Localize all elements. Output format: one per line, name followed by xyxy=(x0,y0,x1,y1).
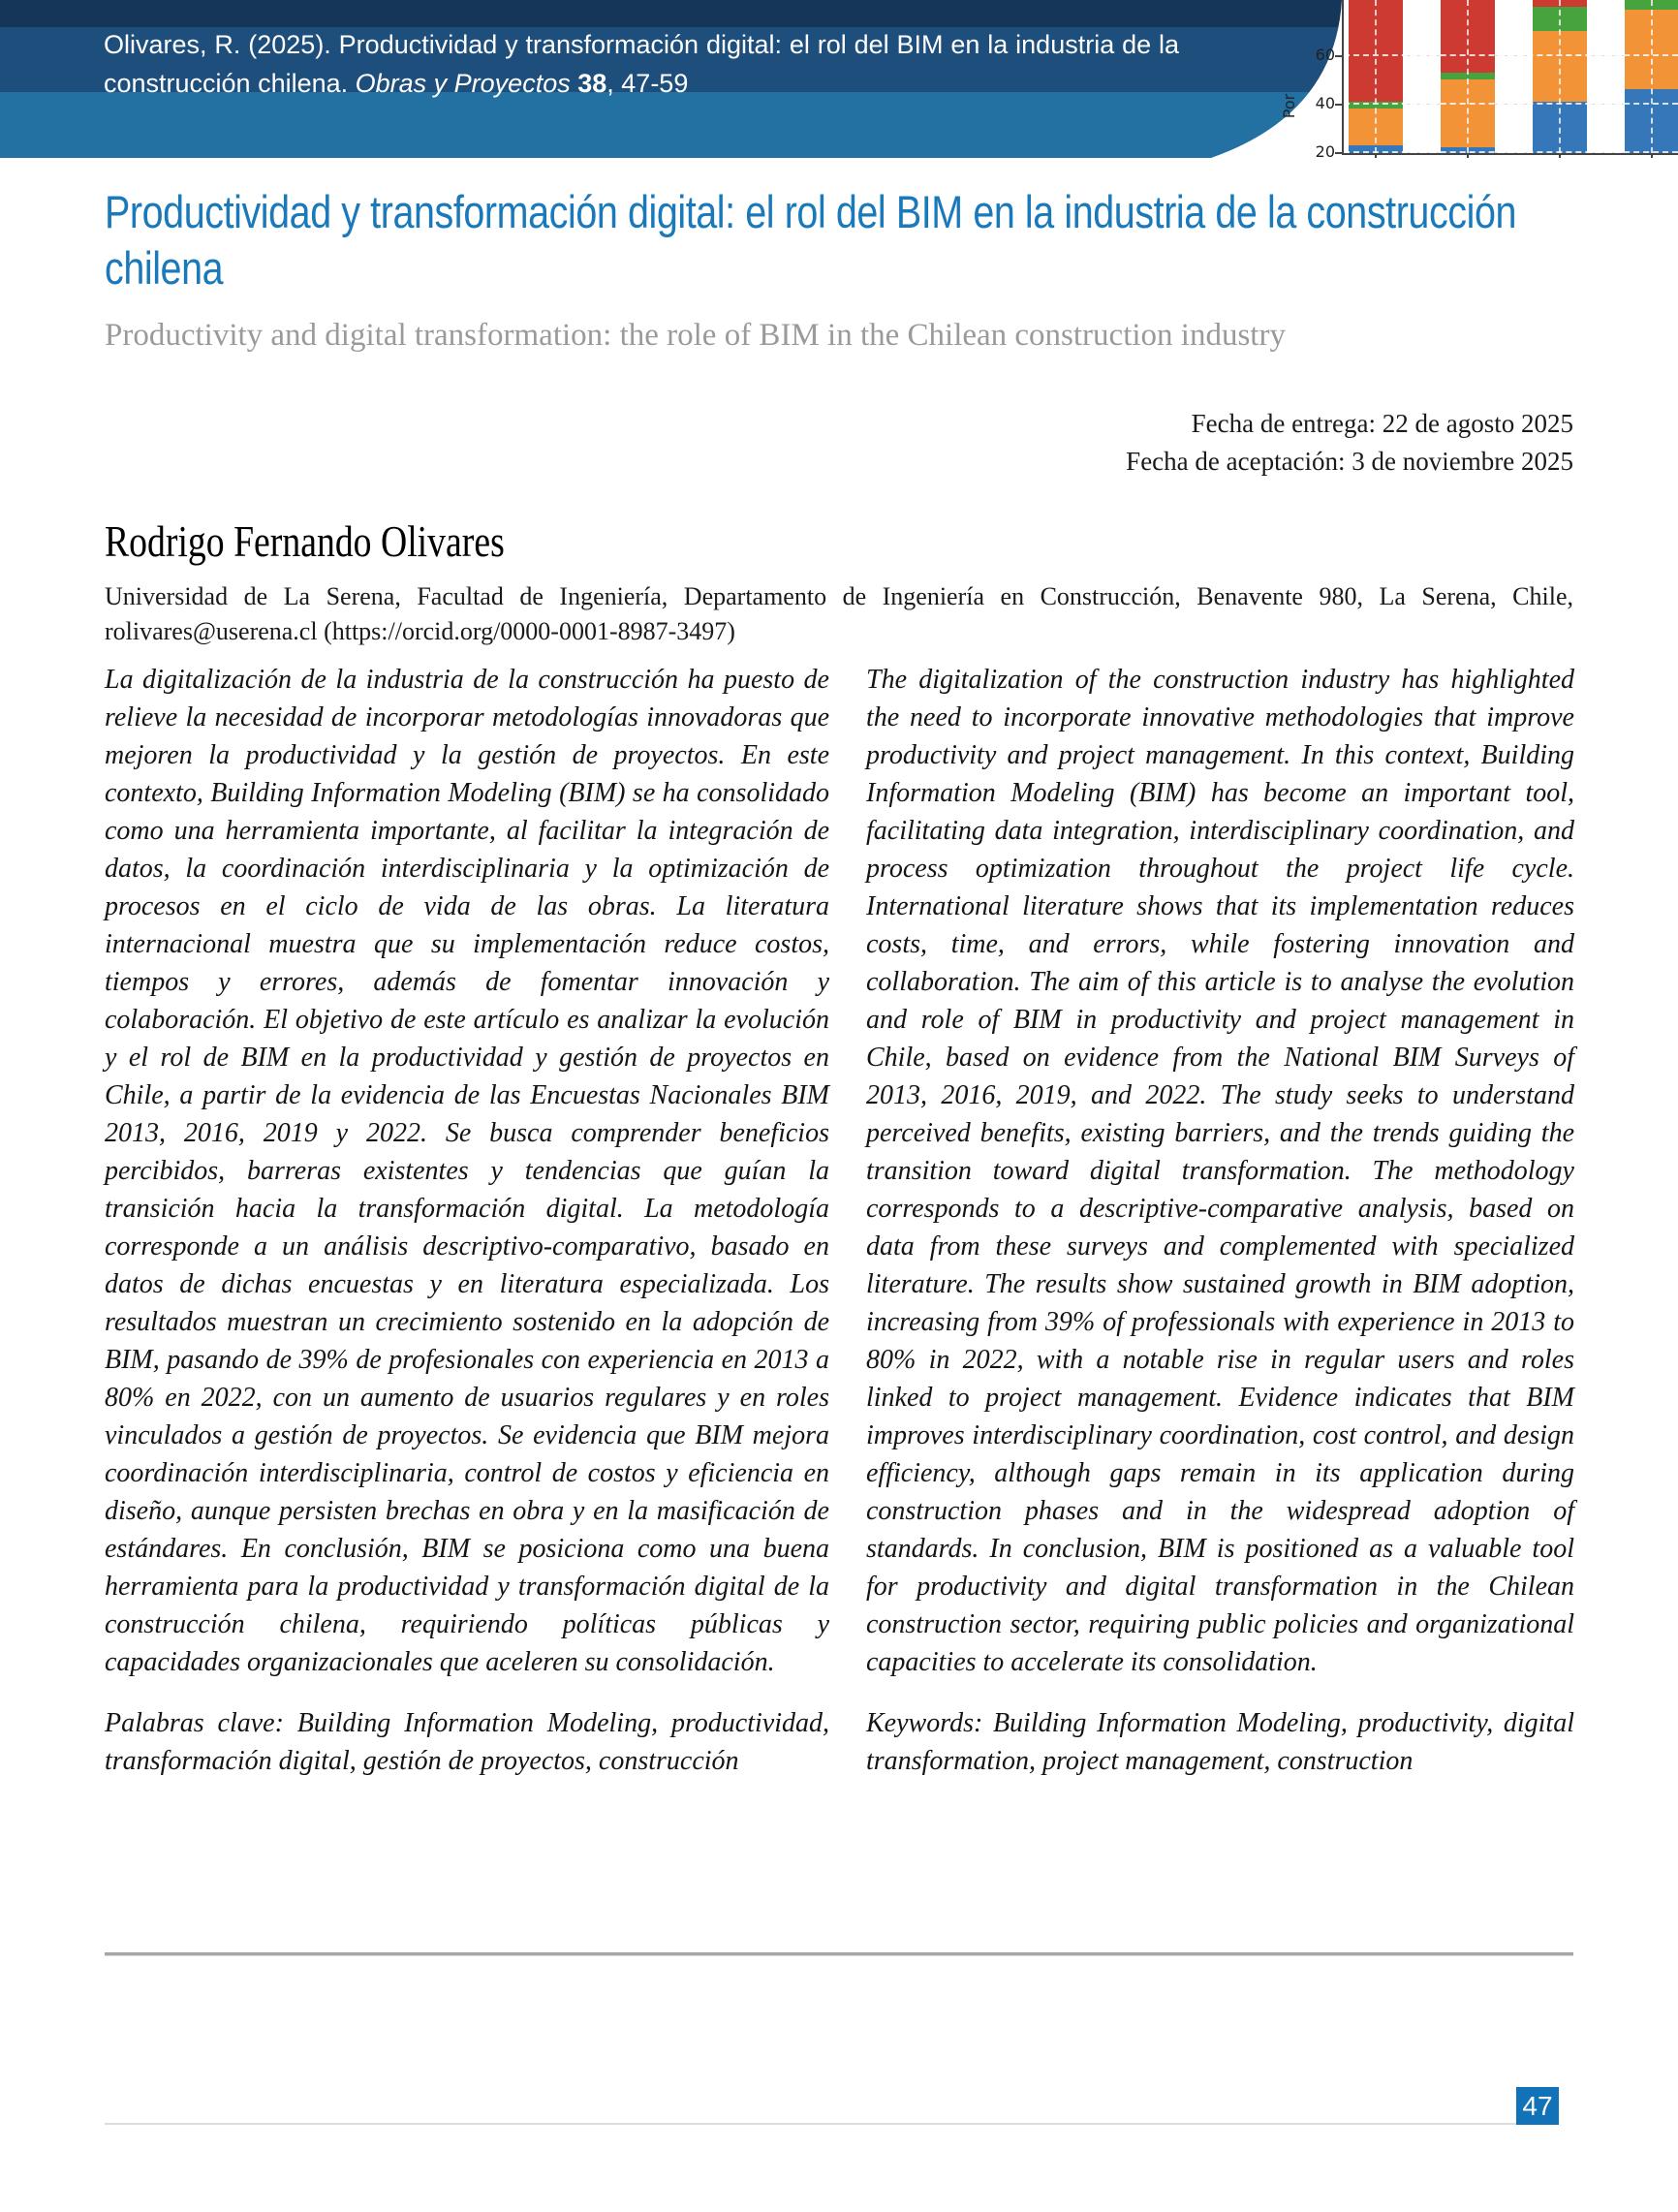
chart-x-tick-mark xyxy=(1467,155,1469,158)
date-accepted: Fecha de aceptación: 3 de noviembre 2025 xyxy=(1126,447,1573,476)
manuscript-dates xyxy=(105,405,1573,481)
chart-gridline-overlay xyxy=(1344,103,1678,105)
citation-journal-name: Obras y Proyectos xyxy=(355,69,578,98)
citation-text: Olivares, R. (2025). Productividad y transformación digital: el rol del BIM en la industria de la construcción chilena. xyxy=(104,30,1179,98)
chart-x-tick-mark xyxy=(1651,155,1653,158)
chart-vertical-gridline xyxy=(1467,0,1469,153)
chart-x-tick-mark xyxy=(1559,155,1561,158)
abstract-spanish-text: La digitalización de la industria de la construcción ha puesto de relieve la necesidad de incorporar metodologías innovadoras que mejoren la productividad y la gestión de proyectos. En este contexto, Building Information Modeling (BIM) se ha consolidado como una herramienta importante, al facilitar la integración de datos, la coordinación interdisciplinaria y la optimización de procesos en el ciclo de vida de las obras. La literatura internacional muestra que su implementación reduce costos, tiempos y errores, además de fomentar innovación y colaboración. El objetivo de este artículo es analizar la evolución y el rol de BIM en la productividad y gestión de proyectos en Chile, a partir de la evidencia de las Encuestas Nacionales BIM 2013, 2016, 2019 y 2022. Se busca comprender beneficios percibidos, barreras existentes y tendencias que guían la transición hacia la transformación digital. La metodología corresponde a un análisis descriptivo-comparativo, basado en datos de dichas encuestas y en literatura especializada. Los resultados muestran un crecimiento sostenido en la adopción de BIM, pasando de 39% de profesionales con experiencia en 2013 a 80% en 2022, con un aumento de usuarios regulares y en roles vinculados a gestión de proyectos. Se evidencia que BIM mejora coordinación interdisciplinaria, control de costos y eficiencia en diseño, aunque persisten brechas en obra y en la masificación de estándares. En conclusión, BIM se posiciona como una buena herramienta para la productividad y transformación digital de la construcción chilena, requiriendo políticas públicas y capacidades organizacionales que aceleren su consolidación. xyxy=(105,665,829,1677)
chart-vertical-gridline xyxy=(1375,0,1377,153)
chart-vertical-gridline xyxy=(1559,0,1561,153)
chart-tick-label: 40 xyxy=(1315,94,1335,112)
chart-y-axis-label-partial: Por xyxy=(1280,93,1299,119)
chart-tick-mark xyxy=(1335,104,1342,106)
section-divider-rule xyxy=(105,1952,1573,1956)
chart-vertical-gridline xyxy=(1651,0,1653,153)
paper-title-spanish: Productividad y transformación digital: el rol del BIM en la industria de la construcción chilena xyxy=(105,186,1517,294)
chart-tick-mark xyxy=(1335,152,1342,154)
abstract-spanish-column xyxy=(105,661,829,1780)
citation-pages: , 47-59 xyxy=(606,69,689,98)
page-number-badge: 47 xyxy=(1516,2087,1559,2125)
author-name: Rodrigo Fernando Olivares xyxy=(105,516,505,566)
chart-tick-label: 20 xyxy=(1315,142,1335,158)
journal-header xyxy=(0,0,1678,158)
abstract-english-text: The digitalization of the construction industry has highlighted the need to incorporate innovative methodologies that improve productivity and project management. In this context, Building Information Modeling (BIM) has become an important tool, facilitating data integration, interdisciplinary coordination, and process optimization throughout the project life cycle. International literature shows that its implementation reduces costs, time, and errors, while fostering innovation and collaboration. The aim of this article is to analyse the evolution and role of BIM in productivity and project management in Chile, based on evidence from the National BIM Surveys of 2013, 2016, 2019, and 2022. The study seeks to understand perceived benefits, existing barriers, and the trends guiding the transition toward digital transformation. The methodology corresponds to a descriptive-comparative analysis, based on data from these surveys and complemented with specialized literature. The results show sustained growth in BIM adoption, increasing from 39% of professionals with experience in 2013 to 80% in 2022, with a notable rise in regular users and roles linked to project management. Evidence indicates that BIM improves interdisciplinary coordination, cost control, and design efficiency, although gaps remain in its application during construction phases and in the widespread adoption of standards. In conclusion, BIM is positioned as a valuable tool for productivity and digital transformation in the Chilean construction sector, requiring public policies and organizational capacities to accelerate its consolidation. xyxy=(866,665,1574,1677)
citation-banner xyxy=(104,25,1179,103)
keywords-spanish: Palabras clave: Building Information Modeling, productividad, transformación digital, gestión de proyectos, construcción xyxy=(105,1708,829,1776)
keywords-english: Keywords: Building Information Modeling, productivity, digital transformation, project management, construction xyxy=(866,1708,1574,1776)
chart-tick-label: 60 xyxy=(1315,46,1335,64)
citation-volume: 38 xyxy=(577,69,607,98)
chart-gridline-overlay xyxy=(1344,151,1678,153)
footer-rule xyxy=(105,2123,1516,2125)
chart-x-tick-mark xyxy=(1375,155,1377,158)
chart-x-axis xyxy=(1342,153,1678,155)
chart-y-axis xyxy=(1342,0,1344,155)
chart-tick-mark xyxy=(1335,55,1342,57)
date-received: Fecha de entrega: 22 de agosto 2025 xyxy=(1191,409,1573,438)
abstract-english-column xyxy=(866,661,1574,1780)
chart-gridline-overlay xyxy=(1344,54,1678,56)
paper-title-english: Productivity and digital transformation: the role of BIM in the Chilean construction industry xyxy=(105,318,1286,353)
author-affiliation: Universidad de La Serena, Facultad de Ingeniería, Departamento de Ingeniería en Construcción, Benavente 980, La Serena, Chile, rolivares@userena.cl (https://orcid.org/0000-0001-8987-3497) xyxy=(105,582,1573,645)
